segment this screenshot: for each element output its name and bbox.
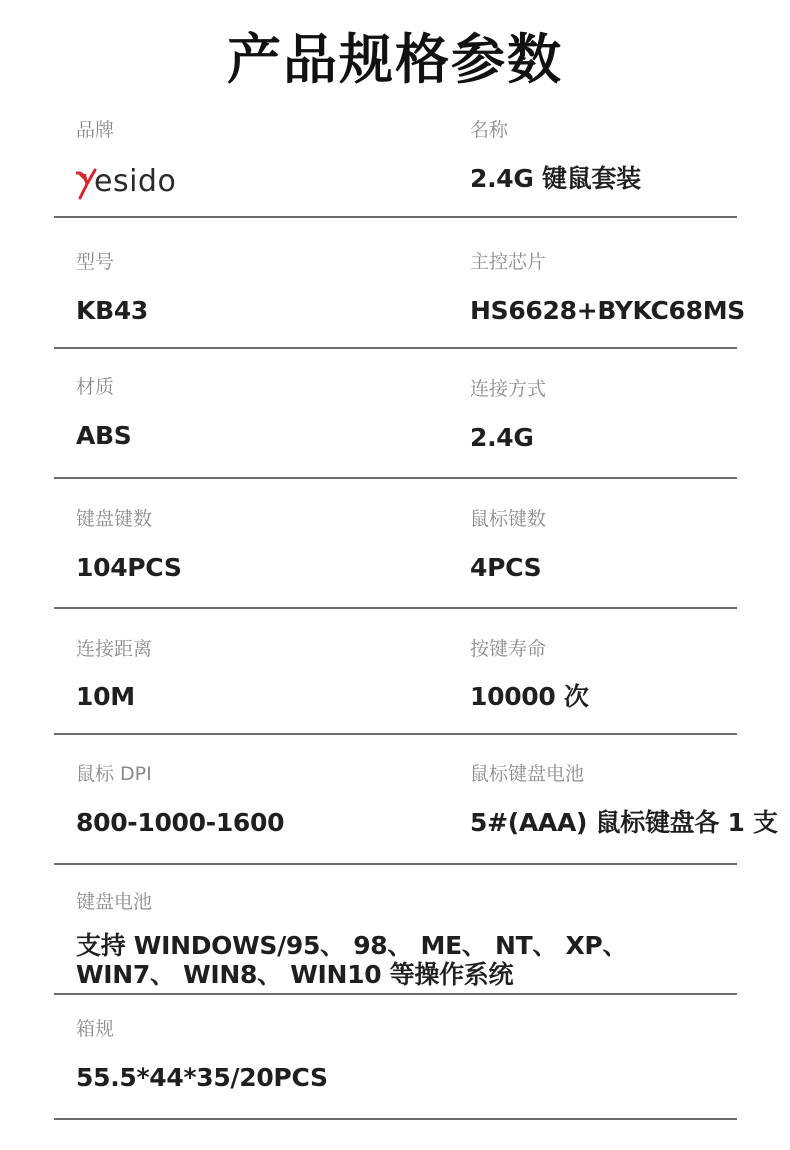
spec-row-keys — [54, 479, 737, 609]
mouse-dpi-value: 800-1000-1600 — [76, 808, 285, 837]
key-life-label: 按键寿命 — [470, 638, 547, 660]
carton-cell — [76, 995, 737, 1118]
mouse-keys-value: 4PCS — [470, 553, 542, 582]
keyboard-keys-label: 键盘键数 — [76, 508, 153, 530]
carton-value: 55.5*44*35/20PCS — [76, 1063, 328, 1092]
distance-value: 10M — [76, 682, 135, 711]
spec-row-os — [54, 865, 737, 995]
model-label: 型号 — [76, 251, 115, 273]
spec-row-model — [54, 218, 746, 349]
os-support-line-1: 支持 WINDOWS/95、 98、 ME、 NT、 XP、 — [76, 931, 628, 960]
brand-label: 品牌 — [76, 119, 115, 141]
connection-value: 2.4G — [470, 423, 534, 452]
yesido-logo — [76, 162, 206, 202]
carton-label: 箱规 — [76, 1018, 115, 1040]
os-support-line-2: WIN7、 WIN8、 WIN10 等操作系统 — [76, 960, 514, 989]
spec-row-carton — [54, 995, 737, 1120]
battery-label: 鼠标键盘电池 — [470, 763, 585, 785]
mouse-dpi-label: 鼠标 DPI — [76, 763, 152, 785]
spec-row-distance — [54, 609, 737, 735]
logo-text: esido — [94, 164, 177, 199]
spec-row-dpi — [54, 735, 778, 865]
page-title: 产品规格参数 — [227, 28, 563, 91]
material-value: ABS — [76, 421, 132, 450]
keyboard-battery-label: 键盘电池 — [76, 891, 153, 913]
name-label: 名称 — [470, 119, 509, 141]
keyboard-keys-value: 104PCS — [76, 553, 182, 582]
connection-label: 连接方式 — [470, 378, 547, 400]
battery-value: 5#(AAA) 鼠标键盘各 1 支 — [470, 808, 778, 837]
chip-value: HS6628+BYKC68MS — [470, 296, 746, 325]
spec-row-material — [54, 349, 737, 479]
spec-row-brand — [54, 108, 737, 218]
keyboard-battery-cell — [76, 865, 737, 993]
name-value: 2.4G 键鼠套装 — [470, 164, 641, 193]
chip-label: 主控芯片 — [470, 251, 547, 273]
material-label: 材质 — [76, 376, 115, 398]
key-life-value: 10000 次 — [470, 682, 589, 711]
mouse-keys-label: 鼠标键数 — [470, 508, 547, 530]
distance-label: 连接距离 — [76, 638, 153, 660]
model-value: KB43 — [76, 296, 149, 325]
